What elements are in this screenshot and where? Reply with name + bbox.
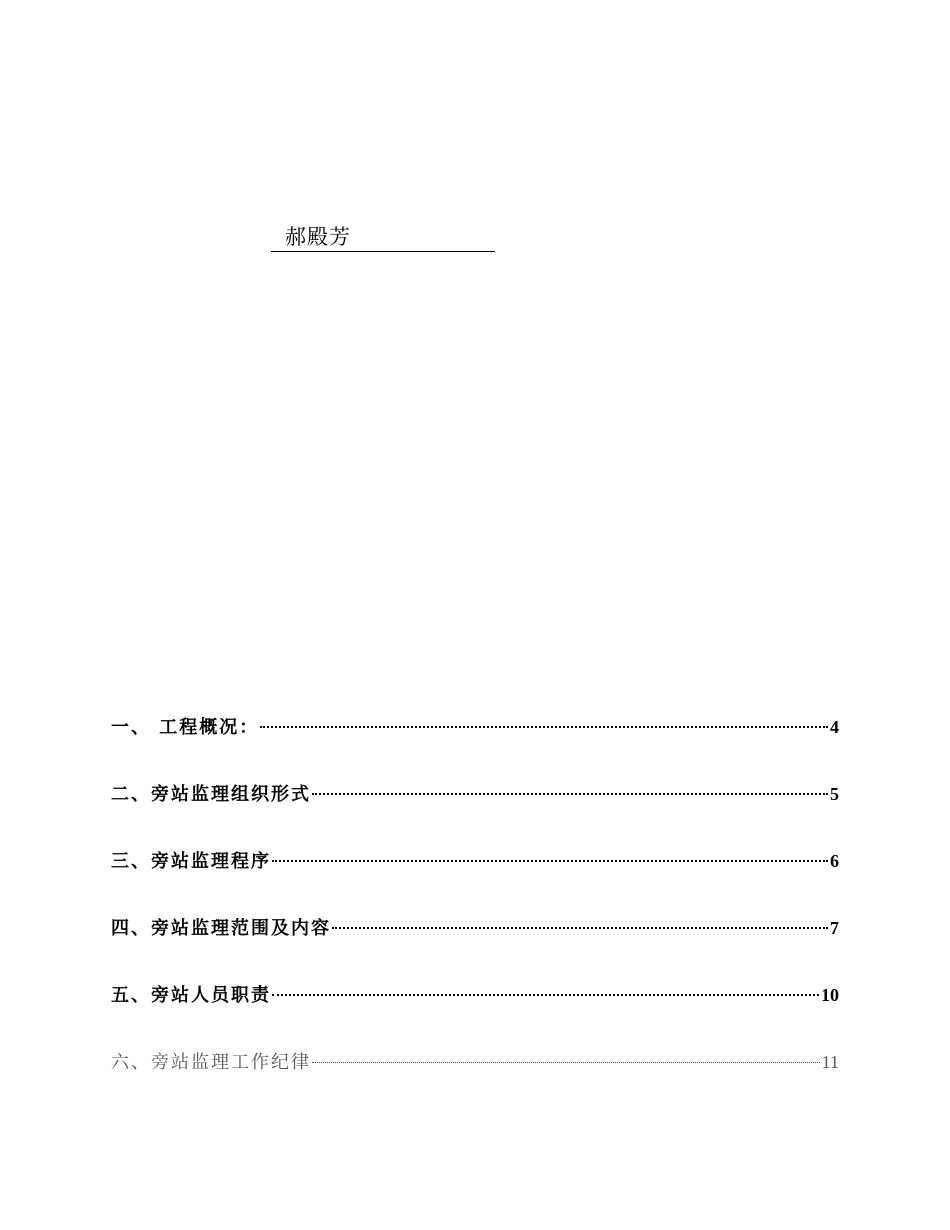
- toc-dot-leader: [272, 860, 828, 862]
- toc-entry-6[interactable]: [111, 1047, 839, 1077]
- toc-dot-leader: [312, 1062, 820, 1063]
- toc-entry-1[interactable]: [111, 712, 839, 742]
- toc-entry-5[interactable]: [111, 980, 839, 1010]
- toc-entry-title: 二、旁站监理组织形式: [111, 784, 311, 805]
- toc-entry-4[interactable]: [111, 913, 839, 943]
- toc-entry-3[interactable]: [111, 846, 839, 876]
- toc-entry-title: 一、 工程概况：: [111, 717, 260, 738]
- toc-entry-page: 10: [821, 985, 839, 1005]
- toc-entry-title: 五、旁站人员职责: [111, 985, 271, 1006]
- toc-entry-2[interactable]: [111, 779, 839, 809]
- toc-dot-leader: [260, 726, 828, 728]
- toc-dot-leader: [272, 994, 819, 996]
- author-name: 郝殿芳: [285, 225, 351, 249]
- toc-entry-page: 6: [830, 851, 839, 871]
- toc-entry-title: 三、旁站监理程序: [111, 851, 271, 872]
- toc-entry-page: 7: [830, 918, 839, 938]
- toc-dot-leader: [332, 927, 828, 929]
- toc-entry-page: 4: [830, 717, 839, 737]
- toc-entry-title: 六、旁站监理工作纪律: [111, 1052, 311, 1073]
- toc-entry-page: 11: [821, 1052, 839, 1072]
- toc-entry-title: 四、旁站监理范围及内容: [111, 918, 331, 939]
- author-underline: [271, 222, 495, 252]
- toc-entry-page: 5: [830, 784, 839, 804]
- toc-dot-leader: [312, 793, 828, 795]
